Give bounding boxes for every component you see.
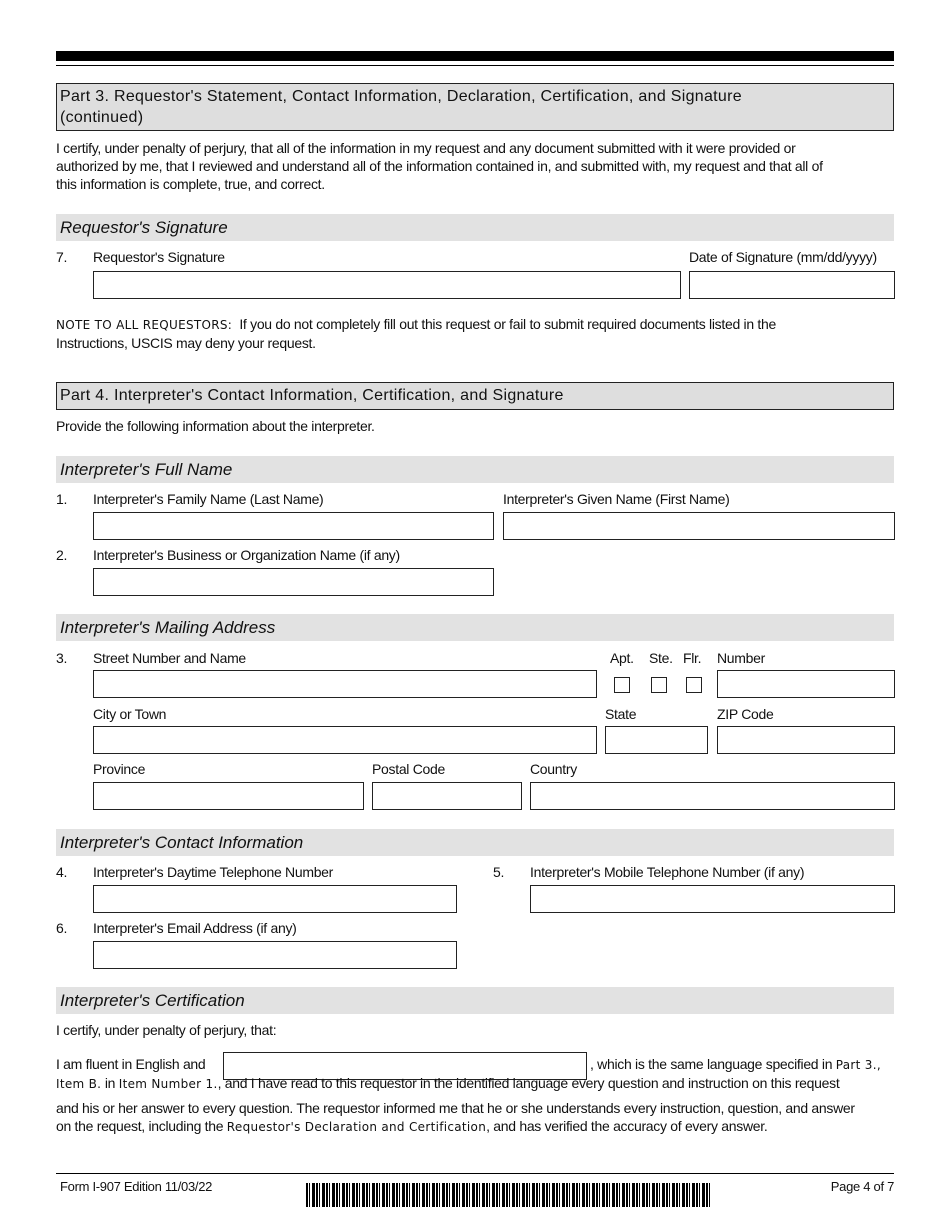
note-label: NOTE TO ALL REQUESTORS: [56, 318, 233, 332]
email-field[interactable] [93, 941, 457, 969]
business-name-field[interactable] [93, 568, 494, 596]
number-field[interactable] [717, 670, 895, 698]
mobile-phone-field[interactable] [530, 885, 895, 913]
section-mailing-address: Interpreter's Mailing Address [56, 614, 894, 641]
family-name-label: Interpreter's Family Name (Last Name) [93, 491, 324, 507]
note-text: Instructions, USCIS may deny your request. [56, 335, 316, 351]
zip-label: ZIP Code [717, 706, 774, 722]
state-label: State [605, 706, 637, 722]
daytime-phone-label: Interpreter's Daytime Telephone Number [93, 864, 334, 880]
ref-item-b: Item B. [56, 1077, 102, 1091]
item-number: 3. [56, 650, 68, 666]
number-label: Number [717, 650, 765, 666]
zip-field[interactable] [717, 726, 895, 754]
part3-cert-line: authorized by me, that I reviewed and understand all of the information contained in, and submitted with, my request and that all of [56, 158, 823, 174]
business-name-label: Interpreter's Business or Organization Name (if any) [93, 547, 400, 563]
fluent-text: I am fluent in English and [56, 1056, 206, 1072]
top-rule-thick [56, 51, 894, 61]
top-rule-thin [56, 65, 894, 66]
section-contact-information: Interpreter's Contact Information [56, 829, 894, 856]
part3-header [56, 83, 894, 131]
cert-intro: I certify, under penalty of perjury, that: [56, 1022, 277, 1038]
flr-checkbox[interactable] [686, 677, 702, 693]
city-label: City or Town [93, 706, 167, 722]
given-name-field[interactable] [503, 512, 895, 540]
part3-cert-line: this information is complete, true, and correct. [56, 176, 325, 192]
street-field[interactable] [93, 670, 597, 698]
part4-header [56, 382, 894, 410]
footer-rule [56, 1173, 894, 1174]
section-interpreter-certification: Interpreter's Certification [56, 987, 894, 1014]
email-label: Interpreter's Email Address (if any) [93, 920, 297, 936]
mobile-phone-label: Interpreter's Mobile Telephone Number (if any) [530, 864, 805, 880]
ref-item-number: Item Number 1. [118, 1077, 218, 1091]
ref-part3: Part 3., [835, 1058, 881, 1072]
ste-label: Ste. [649, 650, 673, 666]
cert-text: and his or her answer to every question. The requestor informed me that he or she understands every instruction, question, and answer [56, 1100, 855, 1116]
province-label: Province [93, 761, 146, 777]
form-edition: Form I-907 Edition 11/03/22 [60, 1179, 213, 1194]
postal-code-field[interactable] [372, 782, 522, 810]
given-name-label: Interpreter's Given Name (First Name) [503, 491, 730, 507]
date-of-signature-field[interactable] [689, 271, 895, 299]
part3-title: Part 3. Requestor's Statement, Contact Information, Declaration, Certification, and Signature [60, 88, 742, 105]
apt-checkbox[interactable] [614, 677, 630, 693]
flr-label: Flr. [683, 650, 702, 666]
family-name-field[interactable] [93, 512, 494, 540]
country-label: Country [530, 761, 577, 777]
fluent-text: , which is the same language specified in [590, 1056, 833, 1072]
province-field[interactable] [93, 782, 364, 810]
requestor-signature-label: Requestor's Signature [93, 249, 225, 265]
country-field[interactable] [530, 782, 895, 810]
item-number: 7. [56, 249, 68, 265]
ref-declaration: Requestor's Declaration and Certification [226, 1120, 487, 1134]
part3-title-continued: (continued) [60, 109, 144, 126]
cert-text: on the request, including the [56, 1118, 227, 1134]
section-requestor-signature: Requestor's Signature [56, 214, 894, 241]
part4-title: Part 4. Interpreter's Contact Information, Certification, and Signature [60, 387, 564, 404]
date-of-signature-label: Date of Signature (mm/dd/yyyy) [689, 249, 877, 265]
postal-code-label: Postal Code [372, 761, 445, 777]
cert-text: , and I have read to this requestor in the identified language every question and instruction on this request [217, 1075, 840, 1091]
city-field[interactable] [93, 726, 597, 754]
item-number: 4. [56, 864, 68, 880]
item-number: 6. [56, 920, 68, 936]
ste-checkbox[interactable] [651, 677, 667, 693]
page-number: Page 4 of 7 [830, 1179, 894, 1194]
item-number: 1. [56, 491, 68, 507]
section-interpreter-full-name: Interpreter's Full Name [56, 456, 894, 483]
cert-text: , and has verified the accuracy of every answer. [486, 1118, 768, 1134]
barcode [306, 1183, 712, 1207]
part4-intro: Provide the following information about the interpreter. [56, 418, 375, 434]
street-label: Street Number and Name [93, 650, 246, 666]
requestor-signature-field[interactable] [93, 271, 681, 299]
item-number: 5. [493, 864, 505, 880]
part3-cert-line: I certify, under penalty of perjury, that all of the information in my request and any document submitted with it were provided or [56, 140, 796, 156]
item-number: 2. [56, 547, 68, 563]
apt-label: Apt. [610, 650, 634, 666]
note-text: If you do not completely fill out this request or fail to submit required documents listed in the [239, 316, 776, 332]
daytime-phone-field[interactable] [93, 885, 457, 913]
state-select[interactable] [605, 726, 708, 754]
cert-text: in [101, 1075, 119, 1091]
